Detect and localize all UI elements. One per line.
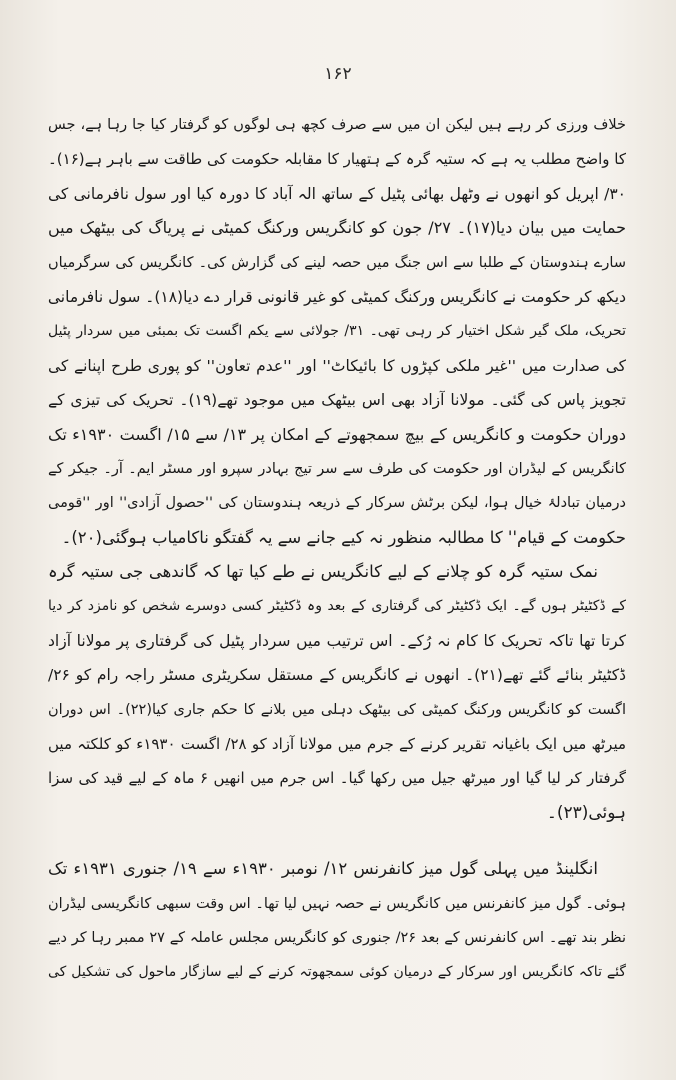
text-line: نمک ستیہ گرہ کو چلانے کے لیے کانگریس نے طے کیا تھا کہ گاندھی جی ستیہ گرہ [48, 562, 598, 582]
text-line: گئے تاکہ کانگریس اور سرکار کے درمیان کوئی سمجھوتہ کرنے کے لیے سازگار ماحول کی تشکیل کی [48, 964, 626, 981]
text-line: ہوئی۔ گول میز کانفرنس میں کانگریس نے حصہ نہیں لیا تھا۔ اس وقت سبھی کانگریسی لیڈران [48, 895, 626, 912]
text-line: کے ڈکٹیٹر ہوں گے۔ ایک ڈکٹیٹر کی گرفتاری کے بعد وہ ڈکٹیٹر کسی دوسرے شخص کو نامزد کر دیا [48, 598, 626, 615]
body-text [48, 108, 626, 990]
text-line: درمیان تبادلۂ خیال ہوا، لیکن برٹش سرکار کے ذریعہ ہندوستان کی ''حصول آزادی'' اور ''قومی [48, 495, 626, 512]
text-line: ہوئی(۲۳)۔ [546, 802, 626, 823]
text-line: کرتا تھا تاکہ تحریک کا کام نہ رُکے۔ اس ترتیب میں سردار پٹیل کی گرفتاری پر مولانا آزاد [48, 631, 626, 650]
text-line: دیکھ کر حکومت نے کانگریس ورکنگ کمیٹی کو غیر قانونی قرار دے دیا(۱۸)۔ سول نافرمانی [48, 287, 626, 306]
text-line: کا واضح مطلب یہ ہے کہ ستیہ گرہ کے ہتھیار کا مقابلہ حکومت کی طاقت سے باہر ہے(۱۶)۔ [48, 150, 626, 169]
text-line: نظر بند تھے۔ اس کانفرنس کے بعد ۲۶/ جنوری کو کانگریس مجلس عاملہ کے ۲۷ ممبر رہا کر دیے [48, 929, 626, 946]
paragraph-gap [48, 830, 626, 852]
text-line: دوران حکومت و کانگریس کے بیچ سمجھوتے کے امکان پر ۱۳/ سے ۱۵/ اگست ۱۹۳۰ء تک [48, 424, 626, 444]
text-line: اگست کو کانگریس ورکنگ کمیٹی کی بیٹھک دہلی میں بلانے کا حکم جاری کیا(۲۲)۔ اس دوران [48, 701, 626, 718]
text-line: کانگریس کے لیڈران اور حکومت کی طرف سے سر تیج بہادر سپرو اور مسٹر ایم۔ آر۔ جیکر کے [48, 460, 626, 477]
text-line: تحریک، ملک گیر شکل اختیار کر رہی تھی۔ ۳۱/ جولائی سے یکم اگست تک بمبئی میں سردار پٹیل [48, 323, 626, 340]
page-number: ۱۶۲ [324, 64, 352, 84]
text-line: ڈکٹیٹر بنائے گئے تھے(۲۱)۔ انھوں نے کانگریس کے مستقل سکریٹری مسٹر راجہ رام کو ۲۶/ [48, 666, 626, 685]
text-line: کی صدارت میں ''غیر ملکی کپڑوں کا بائیکاٹ'' اور ''عدم تعاون'' کو پوری طرح اپنانے کی [48, 356, 626, 375]
text-line: خلاف ورزی کر رہے ہیں لیکن ان میں سے صرف کچھ ہی لوگوں کو گرفتار کیا جا رہا ہے، جس [48, 117, 626, 133]
text-line: گرفتار کر لیا گیا اور میرٹھ جیل میں رکھا گیا۔ اس جرم میں انھیں ۶ ماہ کے لیے قید کی سزا [48, 769, 626, 788]
text-line: انگلینڈ میں پہلی گول میز کانفرنس ۱۲/ نومبر ۱۹۳۰ء سے ۱۹/ جنوری ۱۹۳۱ء تک [48, 859, 598, 879]
text-line: میرٹھ میں ایک باغیانہ تقریر کرنے کے جرم میں مولانا آزاد کو ۲۸/ اگست ۱۹۳۰ء کو کلکتہ میں [48, 735, 626, 754]
text-line: سارے ہندوستان کے طلبا سے اس جنگ میں حصہ لینے کی گزارش کی۔ کانگریس کی سرگرمیاں [48, 254, 626, 271]
text-line: حمایت میں بیان دیا(۱۷)۔ ۲۷/ جون کو کانگریس ورکنگ کمیٹی نے پریاگ کی بیٹھک میں [48, 218, 626, 238]
text-line: تجویز پاس کی گئی۔ مولانا آزاد بھی اس بیٹھک میں موجود تھے(۱۹)۔ تحریک کی تیزی کے [48, 391, 626, 410]
text-line: ۳۰/ اپریل کو انھوں نے وٹھل بھائی پٹیل کے ساتھ الہ آباد کا دورہ کیا اور سول نافرمانی کی [48, 184, 626, 203]
text-line: حکومت کے قیام'' کا مطالبہ منظور نہ کیے جانے سے یہ گفتگو ناکامیاب ہوگئی(۲۰)۔ [61, 527, 626, 547]
